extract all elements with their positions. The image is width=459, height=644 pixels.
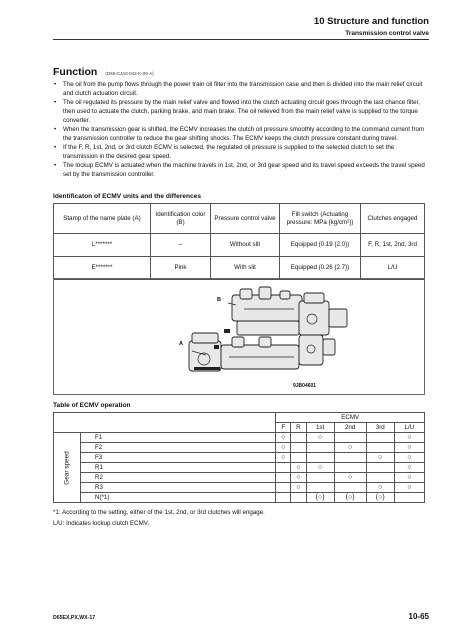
table-row: [54, 433, 425, 443]
note-item: L/U: Indicates lockup clutch ECMV.: [53, 520, 150, 527]
bullet-icon: •: [54, 126, 57, 133]
op-cell: [291, 453, 306, 463]
op-cell: [306, 473, 334, 483]
op-cell: [276, 463, 291, 473]
header-pressure-valve: Pressure control valve: [211, 204, 280, 234]
op-cell: [291, 443, 306, 453]
cell-valve: Without slit: [211, 234, 280, 257]
op-cell: ○: [366, 483, 394, 493]
row-label: R1: [81, 463, 276, 473]
op-cell: [306, 453, 334, 463]
op-cell: ○: [291, 473, 306, 483]
op-cell: [276, 493, 291, 503]
op-cell: [291, 493, 306, 503]
table-row: [54, 453, 425, 463]
cell-fill: Equipped (0.19 {2.0}): [280, 234, 361, 257]
row-label: R2: [81, 473, 276, 483]
header-clutches: Clutches engaged: [361, 204, 425, 234]
row-label: F3: [81, 453, 276, 463]
op-cell: ○: [276, 443, 291, 453]
op-cell: ○: [394, 453, 424, 463]
op-cell: [306, 483, 334, 493]
op-cell: [334, 483, 366, 493]
header-stamp: Stamp of the name plate (A): [54, 204, 151, 234]
op-cell: [366, 443, 394, 453]
op-cell: [334, 433, 366, 443]
callout-a: A: [179, 341, 183, 347]
ecmv-figure: [53, 278, 425, 395]
ecmv-group-header: ECMV: [276, 413, 425, 423]
op-cell: ○: [394, 463, 424, 473]
ecmv-operation-table: [53, 412, 425, 503]
function-title: Function: [53, 66, 98, 78]
op-cell: ○: [334, 473, 366, 483]
op-cell: ○: [334, 443, 366, 453]
gear-speed-label: Gear speed: [63, 450, 71, 485]
table-row: [54, 257, 425, 280]
bullet-item: • When the transmission gear is shifted, the ECMV increases the clutch oil pressure smoothly according to the command current from the transmission controller to reduce the gear shifting shocks. The ECMV keeps the clutch pressure constant during travel.: [54, 126, 425, 142]
row-label: N(*1): [81, 493, 276, 503]
op-cell: (○): [366, 493, 394, 503]
table-row: [54, 493, 425, 503]
op-cell: ○: [291, 483, 306, 493]
op-cell: ○: [394, 443, 424, 453]
cell-stamp: E*******: [54, 257, 151, 280]
col-header: R: [291, 423, 306, 433]
op-cell: ○: [306, 463, 334, 473]
col-header: 3rd: [366, 423, 394, 433]
op-cell: ○: [394, 433, 424, 443]
col-header: F: [276, 423, 291, 433]
page-number: 10-65: [408, 612, 429, 621]
op-cell: [366, 433, 394, 443]
op-cell: [366, 473, 394, 483]
bullet-item: • The oil regulated its pressure by the main relief valve and flowed into the clutch actuating circuit goes through the last chance filter, then used to actuate the clutch, parking brake, and main brake. The oil relieved from the main relief valve is supplied to the torque converter.: [54, 99, 421, 124]
op-cell: ○: [276, 433, 291, 443]
bullet-item: • If the F, R, 1st, 2nd, or 3rd clutch ECMV is selected, the regulated oil pressure is supplied to the selected clutch to set the transmission in the desired gear speed.: [54, 144, 395, 160]
op-table-title: Table of ECMV operation: [53, 402, 131, 409]
op-cell: [276, 473, 291, 483]
op-cell: ○: [366, 453, 394, 463]
table-row: [54, 234, 425, 257]
section-subtitle: Transmission control valve: [345, 30, 429, 37]
cell-valve: With slit: [211, 257, 280, 280]
ecmv-identification-table: [53, 203, 425, 280]
bullet-icon: •: [54, 81, 57, 88]
table-row: [54, 463, 425, 473]
callout-b: B: [217, 297, 221, 303]
op-cell: [291, 433, 306, 443]
op-cell: [394, 493, 424, 503]
header-fill-switch: Fill switch (Actuating pressure: MPa {kg/cm²}): [280, 204, 361, 234]
op-cell: [334, 453, 366, 463]
cell-color: –: [151, 234, 211, 257]
table-row: [54, 473, 425, 483]
corner-cell: [54, 413, 276, 433]
op-cell: ○: [306, 433, 334, 443]
col-header: L/U: [394, 423, 424, 433]
row-label: F1: [81, 433, 276, 443]
ecmv-valve-illustration: [54, 279, 424, 394]
row-label: R3: [81, 483, 276, 493]
op-cell: (○): [334, 493, 366, 503]
figure-id: 9JB04601: [293, 383, 317, 389]
ident-table-title: Identificaton of ECMV units and the differences: [53, 193, 202, 200]
note-item: *1: According to the setting, either of the 1st, 2nd, or 3rd clutches will engage.: [53, 509, 265, 516]
cell-fill: Equipped (0.26 {2.7}): [280, 257, 361, 280]
col-header: 1st: [306, 423, 334, 433]
op-cell: [366, 463, 394, 473]
cell-clutches: F, R, 1st, 2nd, 3rd: [361, 234, 425, 257]
cell-clutches: L/U: [361, 257, 425, 280]
row-label: F2: [81, 443, 276, 453]
op-cell: ○: [291, 463, 306, 473]
op-cell: ○: [394, 473, 424, 483]
bullet-icon: •: [54, 162, 57, 169]
col-header: 2nd: [334, 423, 366, 433]
table-row: [54, 443, 425, 453]
op-cell: ○: [394, 483, 424, 493]
op-cell: [306, 443, 334, 453]
header-rule: [53, 39, 429, 40]
bullet-item: • The oil from the pump flows through the power train oil filter into the transmission case and then is divided into the main relief circuit and clutch actuation circuit.: [54, 81, 423, 97]
function-bullets: [53, 80, 425, 179]
cell-color: Pink: [151, 257, 211, 280]
op-cell: [276, 483, 291, 493]
gear-speed-label-cell: [54, 433, 81, 503]
op-cell: ○: [276, 453, 291, 463]
footer-model: D65EX,PX,WX-17: [53, 615, 96, 621]
header-color: Identification color (B): [151, 204, 211, 234]
op-cell: [334, 463, 366, 473]
op-cell: (○): [306, 493, 334, 503]
function-heading: [53, 66, 154, 78]
bullet-icon: •: [54, 99, 57, 106]
cell-stamp: L*******: [54, 234, 151, 257]
section-title: 10 Structure and function: [313, 16, 429, 27]
op-table-notes: [53, 507, 265, 529]
bullet-item: • The lockup ECMV is actuated when the machine travels in 1st, 2nd, or 3rd gear speed and its travel speed exceeds the travel speed set by the transmission controller.: [54, 162, 425, 178]
function-code: (D65-CJA0-042-K-00-A): [105, 71, 154, 76]
table-row: [54, 483, 425, 493]
bullet-icon: •: [54, 144, 57, 151]
